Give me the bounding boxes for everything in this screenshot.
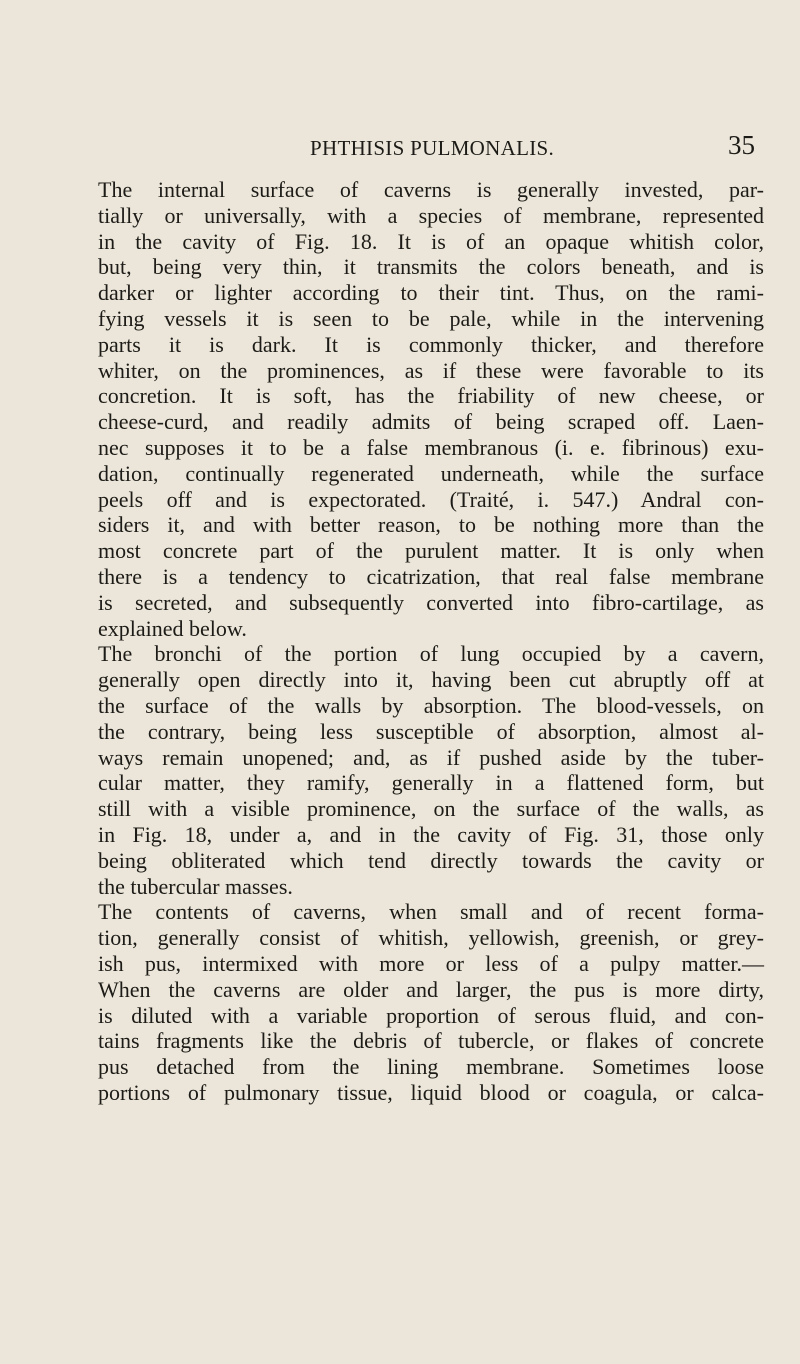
text-line: the tubercular masses. bbox=[98, 873, 293, 899]
text-line: nec supposes it to be a false membranous (i. e. fibrinous) exu- bbox=[98, 434, 764, 460]
text-line: but, being very thin, it transmits the colors beneath, and is bbox=[98, 254, 764, 280]
text-line: in the cavity of Fig. 18. It is of an opaque whitish color, bbox=[98, 228, 764, 254]
text-line: The internal surface of caverns is generally invested, par- bbox=[98, 177, 764, 202]
text-line: there is a tendency to cicatrization, that real false membrane bbox=[98, 563, 764, 589]
running-head: PHTHISIS PULMONALIS. bbox=[310, 136, 555, 160]
text-line: siders it, and with better reason, to be nothing more than the bbox=[98, 512, 764, 538]
text-line: tains fragments like the debris of tubercle, or flakes of concrete bbox=[98, 1028, 764, 1054]
text-line: being obliterated which tend directly towards the cavity or bbox=[98, 847, 764, 873]
text-line: The bronchi of the portion of lung occupied by a cavern, bbox=[98, 641, 764, 667]
text-line: ways remain unopened; and, as if pushed aside by the tuber- bbox=[98, 744, 764, 770]
text-line: cheese-curd, and readily admits of being scraped off. Laen- bbox=[98, 409, 764, 435]
text-line: still with a visible prominence, on the surface of the walls, as bbox=[98, 796, 764, 822]
text-line: darker or lighter according to their tint. Thus, on the rami- bbox=[98, 280, 764, 306]
text-line: ish pus, intermixed with more or less of a pulpy matter.— bbox=[98, 950, 764, 976]
text-line: pus detached from the lining membrane. Sometimes loose bbox=[98, 1054, 764, 1080]
text-line: The contents of caverns, when small and of recent forma- bbox=[98, 899, 764, 925]
text-line: in Fig. 18, under a, and in the cavity of Fig. 31, those only bbox=[98, 821, 764, 847]
page-number: 35 bbox=[728, 130, 755, 160]
text-line: the surface of the walls by absorption. The blood-vessels, on bbox=[98, 692, 764, 718]
text-line: fying vessels it is seen to be pale, while in the intervening bbox=[98, 305, 764, 331]
text-line: tion, generally consist of whitish, yellowish, greenish, or grey- bbox=[98, 925, 764, 951]
text-line: peels off and is expectorated. (Traité, i. 547.) Andral con- bbox=[98, 486, 764, 512]
text-line: is secreted, and subsequently converted into fibro-cartilage, as bbox=[98, 589, 764, 615]
text-line: tially or universally, with a species of membrane, represented bbox=[98, 202, 764, 228]
text-line: parts it is dark. It is commonly thicker, and therefore bbox=[98, 331, 764, 357]
text-line: When the caverns are older and larger, the pus is more dirty, bbox=[98, 976, 764, 1002]
text-line: portions of pulmonary tissue, liquid blood or coagula, or calca- bbox=[98, 1079, 764, 1105]
body-text bbox=[98, 177, 764, 1106]
text-line: most concrete part of the purulent matter. It is only when bbox=[98, 538, 764, 564]
text-line: whiter, on the prominences, as if these were favorable to its bbox=[98, 357, 764, 383]
text-line: concretion. It is soft, has the friability of new cheese, or bbox=[98, 383, 764, 409]
text-line: the contrary, being less susceptible of absorption, almost al- bbox=[98, 718, 764, 744]
text-line: cular matter, they ramify, generally in a flattened form, but bbox=[98, 770, 764, 796]
text-line: dation, continually regenerated underneath, while the surface bbox=[98, 460, 764, 486]
text-line: explained below. bbox=[98, 615, 247, 641]
text-line: generally open directly into it, having been cut abruptly off at bbox=[98, 667, 764, 693]
text-line: is diluted with a variable proportion of serous fluid, and con- bbox=[98, 1002, 764, 1028]
